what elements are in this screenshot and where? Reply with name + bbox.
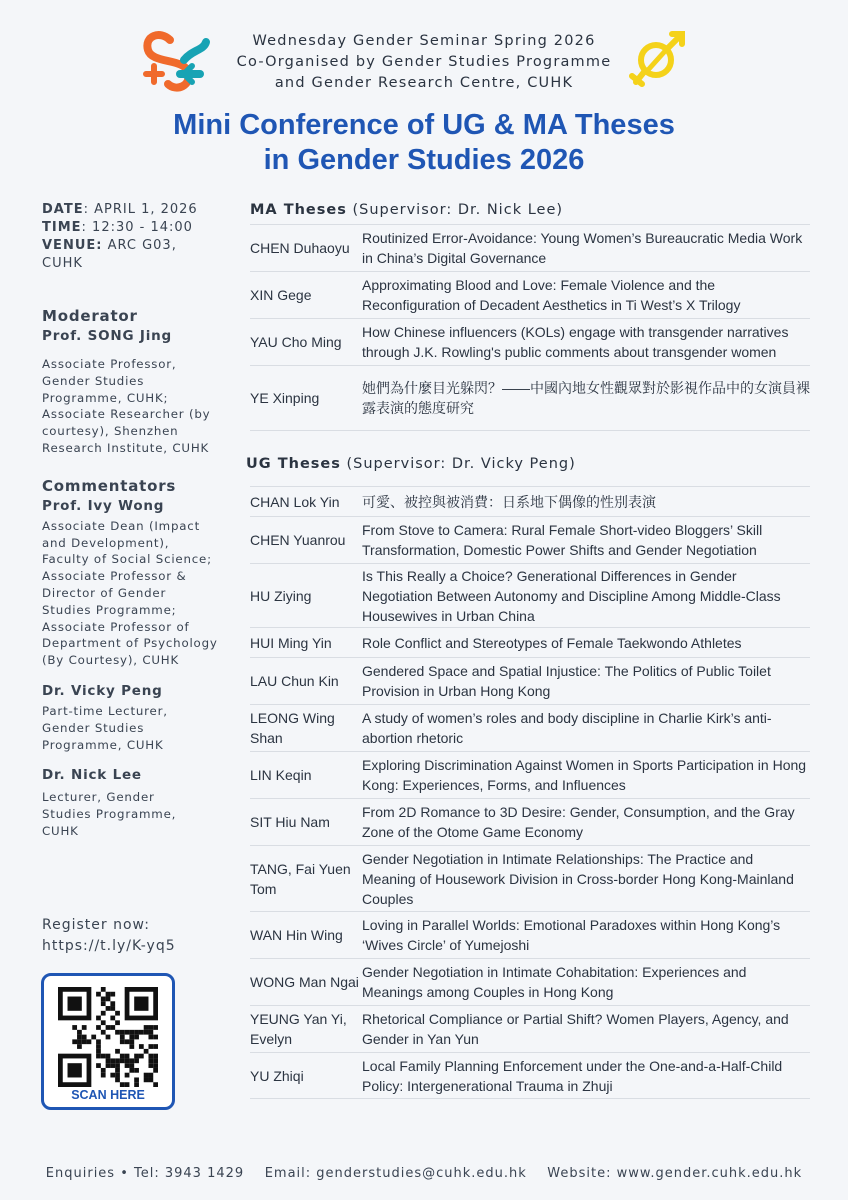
commentator-role: Part-time Lecturer, Gender Studies Programme, CUHK (42, 703, 168, 752)
thesis-title: Gendered Space and Spatial Injustice: The Politics of Public Toilet Provision in Urban Hong Kong (362, 663, 771, 699)
commentator-name: Prof. Ivy Wong (42, 497, 165, 514)
moderator-heading: Moderator (42, 307, 138, 325)
header-line-3: and Gender Research Centre, CUHK (274, 75, 574, 91)
table-row (250, 845, 810, 911)
thesis-title: From 2D Romance to 3D Desire: Gender, Consumption, and the Gray Zone of the Otome Game Economy (362, 804, 795, 840)
qr-code-card[interactable] (41, 973, 175, 1110)
event-venue-2: CUHK (42, 256, 83, 271)
title-line-1: Mini Conference of UG & MA Theses (173, 109, 675, 141)
thesis-title: Gender Negotiation in Intimate Cohabitation: Experiences and Meanings among Couples in Hong Kong (362, 964, 747, 1000)
header-line-2: Co-Organised by Gender Studies Programme (236, 54, 612, 70)
table-row (250, 911, 810, 958)
page-title (0, 108, 848, 178)
student-name: WAN Hin Wing (250, 927, 343, 943)
student-name: CHEN Duhaoyu (250, 240, 350, 256)
table-row (250, 271, 810, 318)
thesis-title: Role Conflict and Stereotypes of Female Taekwondo Athletes (362, 634, 742, 651)
moderator-role: Associate Professor, Gender Studies Programme, CUHK; Associate Researcher (by courtesy), Shenzhen Research Institute, CUHK (42, 357, 211, 455)
header-organisers (0, 31, 848, 94)
student-name: YU Zhiqi (250, 1067, 304, 1084)
commentator-name: Dr. Nick Lee (42, 767, 142, 784)
table-row (250, 958, 810, 1005)
table-row (250, 318, 810, 365)
thesis-title: Local Family Planning Enforcement under the One-and-a-Half-Child Policy: Intergenerational Trauma in Zhuji (362, 1057, 783, 1094)
student-name: CHEN Yuanrou (250, 532, 346, 548)
thesis-title: A study of women’s roles and body discipline in Charlie Kirk’s anti-abortion rhetoric (362, 710, 772, 746)
title-line-2: in Gender Studies 2026 (263, 144, 585, 176)
student-name: HU Ziying (250, 587, 312, 604)
student-name: TANG, Fai Yuen Tom (250, 860, 351, 897)
table-row (250, 627, 810, 657)
table-row (250, 1005, 810, 1052)
ma-theses-heading: MA Theses (Supervisor: Dr. Nick Lee) (250, 202, 564, 218)
table-row (250, 516, 810, 563)
register-link[interactable]: https://t.ly/K-yq5 (42, 938, 176, 954)
thesis-title: From Stove to Camera: Rural Female Short-video Bloggers’ Skill Transformation, Domestic Power Shifts and Gender Negotiation (362, 522, 763, 558)
student-name: LEONG Wing Shan (250, 710, 335, 746)
qr-code-icon (57, 987, 159, 1087)
header-line-1: Wednesday Gender Seminar Spring 2026 (252, 33, 596, 49)
thesis-title: Approximating Blood and Love: Female Violence and the Reconfiguration of Decadent Aesthetics in Ti West’s X Trilogy (362, 277, 741, 313)
student-name: LAU Chun Kin (250, 673, 339, 689)
table-row (250, 798, 810, 845)
register-label: Register now: (42, 917, 150, 933)
student-name: HUI Ming Yin (250, 634, 332, 651)
student-name: YE Xinping (250, 390, 320, 406)
student-name: XIN Gege (250, 287, 312, 303)
table-row (250, 1052, 810, 1099)
student-name: YEUNG Yan Yi, Evelyn (250, 1011, 347, 1047)
table-row (250, 224, 810, 271)
thesis-title: 她們為什麼目光躲閃？——中國內地女性觀眾對於影視作品中的女演員裸露表演的態度研究 (362, 380, 810, 416)
commentator-role: Lecturer, Gender Studies Programme, CUHK (42, 790, 177, 838)
thesis-title: Is This Really a Choice? Generational Differences in Gender Negotiation Between Autonomy and Discipline Among Middle-Class Housewives in Urban China (362, 567, 781, 624)
student-name: SIT Hiu Nam (250, 814, 330, 830)
thesis-title: Rhetorical Compliance or Partial Shift? Women Players, Agency, and Gender in Yan Yun (362, 1011, 789, 1047)
event-time: TIME: 12:30 - 14:00 (42, 220, 193, 235)
student-name: YAU Cho Ming (250, 334, 342, 350)
student-name: WONG Man Ngai (250, 974, 359, 990)
table-row (250, 751, 810, 798)
table-row (250, 657, 810, 704)
event-venue: VENUE: ARC G03, (42, 238, 177, 253)
thesis-title: Loving in Parallel Worlds: Emotional Paradoxes within Hong Kong’s ‘Wives Circle’ of Yumejoshi (362, 917, 781, 953)
student-name: LIN Keqin (250, 767, 312, 783)
commentator-name: Dr. Vicky Peng (42, 682, 163, 699)
student-name: CHAN Lok Yin (250, 493, 340, 510)
ug-theses-heading: UG Theses (Supervisor: Dr. Vicky Peng) (246, 456, 576, 472)
thesis-title: Routinized Error-Avoidance: Young Women’s Bureaucratic Media Work in China’s Digital Governance (362, 230, 803, 266)
commentators-heading: Commentators (42, 476, 177, 495)
thesis-title: 可愛、被控與被消費：日系地下偶像的性別表演 (362, 493, 656, 510)
table-row (250, 365, 810, 431)
table-row (250, 563, 810, 627)
table-row (250, 704, 810, 751)
sidebar (42, 201, 220, 840)
thesis-title: Exploring Discrimination Against Women in Sports Participation in Hong Kong: Experiences, Forms, and Influences (362, 757, 807, 793)
event-date: DATE: APRIL 1, 2026 (42, 202, 198, 217)
register-block (42, 915, 176, 957)
thesis-title: Gender Negotiation in Intimate Relationships: The Practice and Meaning of Housework Division in Cross-border Hong Kong-Mainland Couples (362, 850, 794, 907)
ug-theses-table (250, 486, 810, 1099)
footer-contacts: Enquiries • Tel: 3943 1429 Email: genderstudies@cuhk.edu.hk Website: www.gender.cuhk.edu.hk (45, 1166, 803, 1181)
table-row (250, 486, 810, 516)
scan-here-label: SCAN HERE (71, 1088, 145, 1102)
commentator-role: Associate Dean (Impact and Development), Faculty of Social Science; Associate Professor & Director of Gender Studies Programme; Associate Professor of Department of Psychology (By Courtesy), CUHK (42, 518, 218, 668)
moderator-name: Prof. SONG Jing (42, 328, 172, 344)
thesis-title: How Chinese influencers (KOLs) engage with transgender narratives through J.K. Rowling's public comments about transgender women (362, 324, 789, 360)
ma-theses-table (250, 224, 810, 431)
